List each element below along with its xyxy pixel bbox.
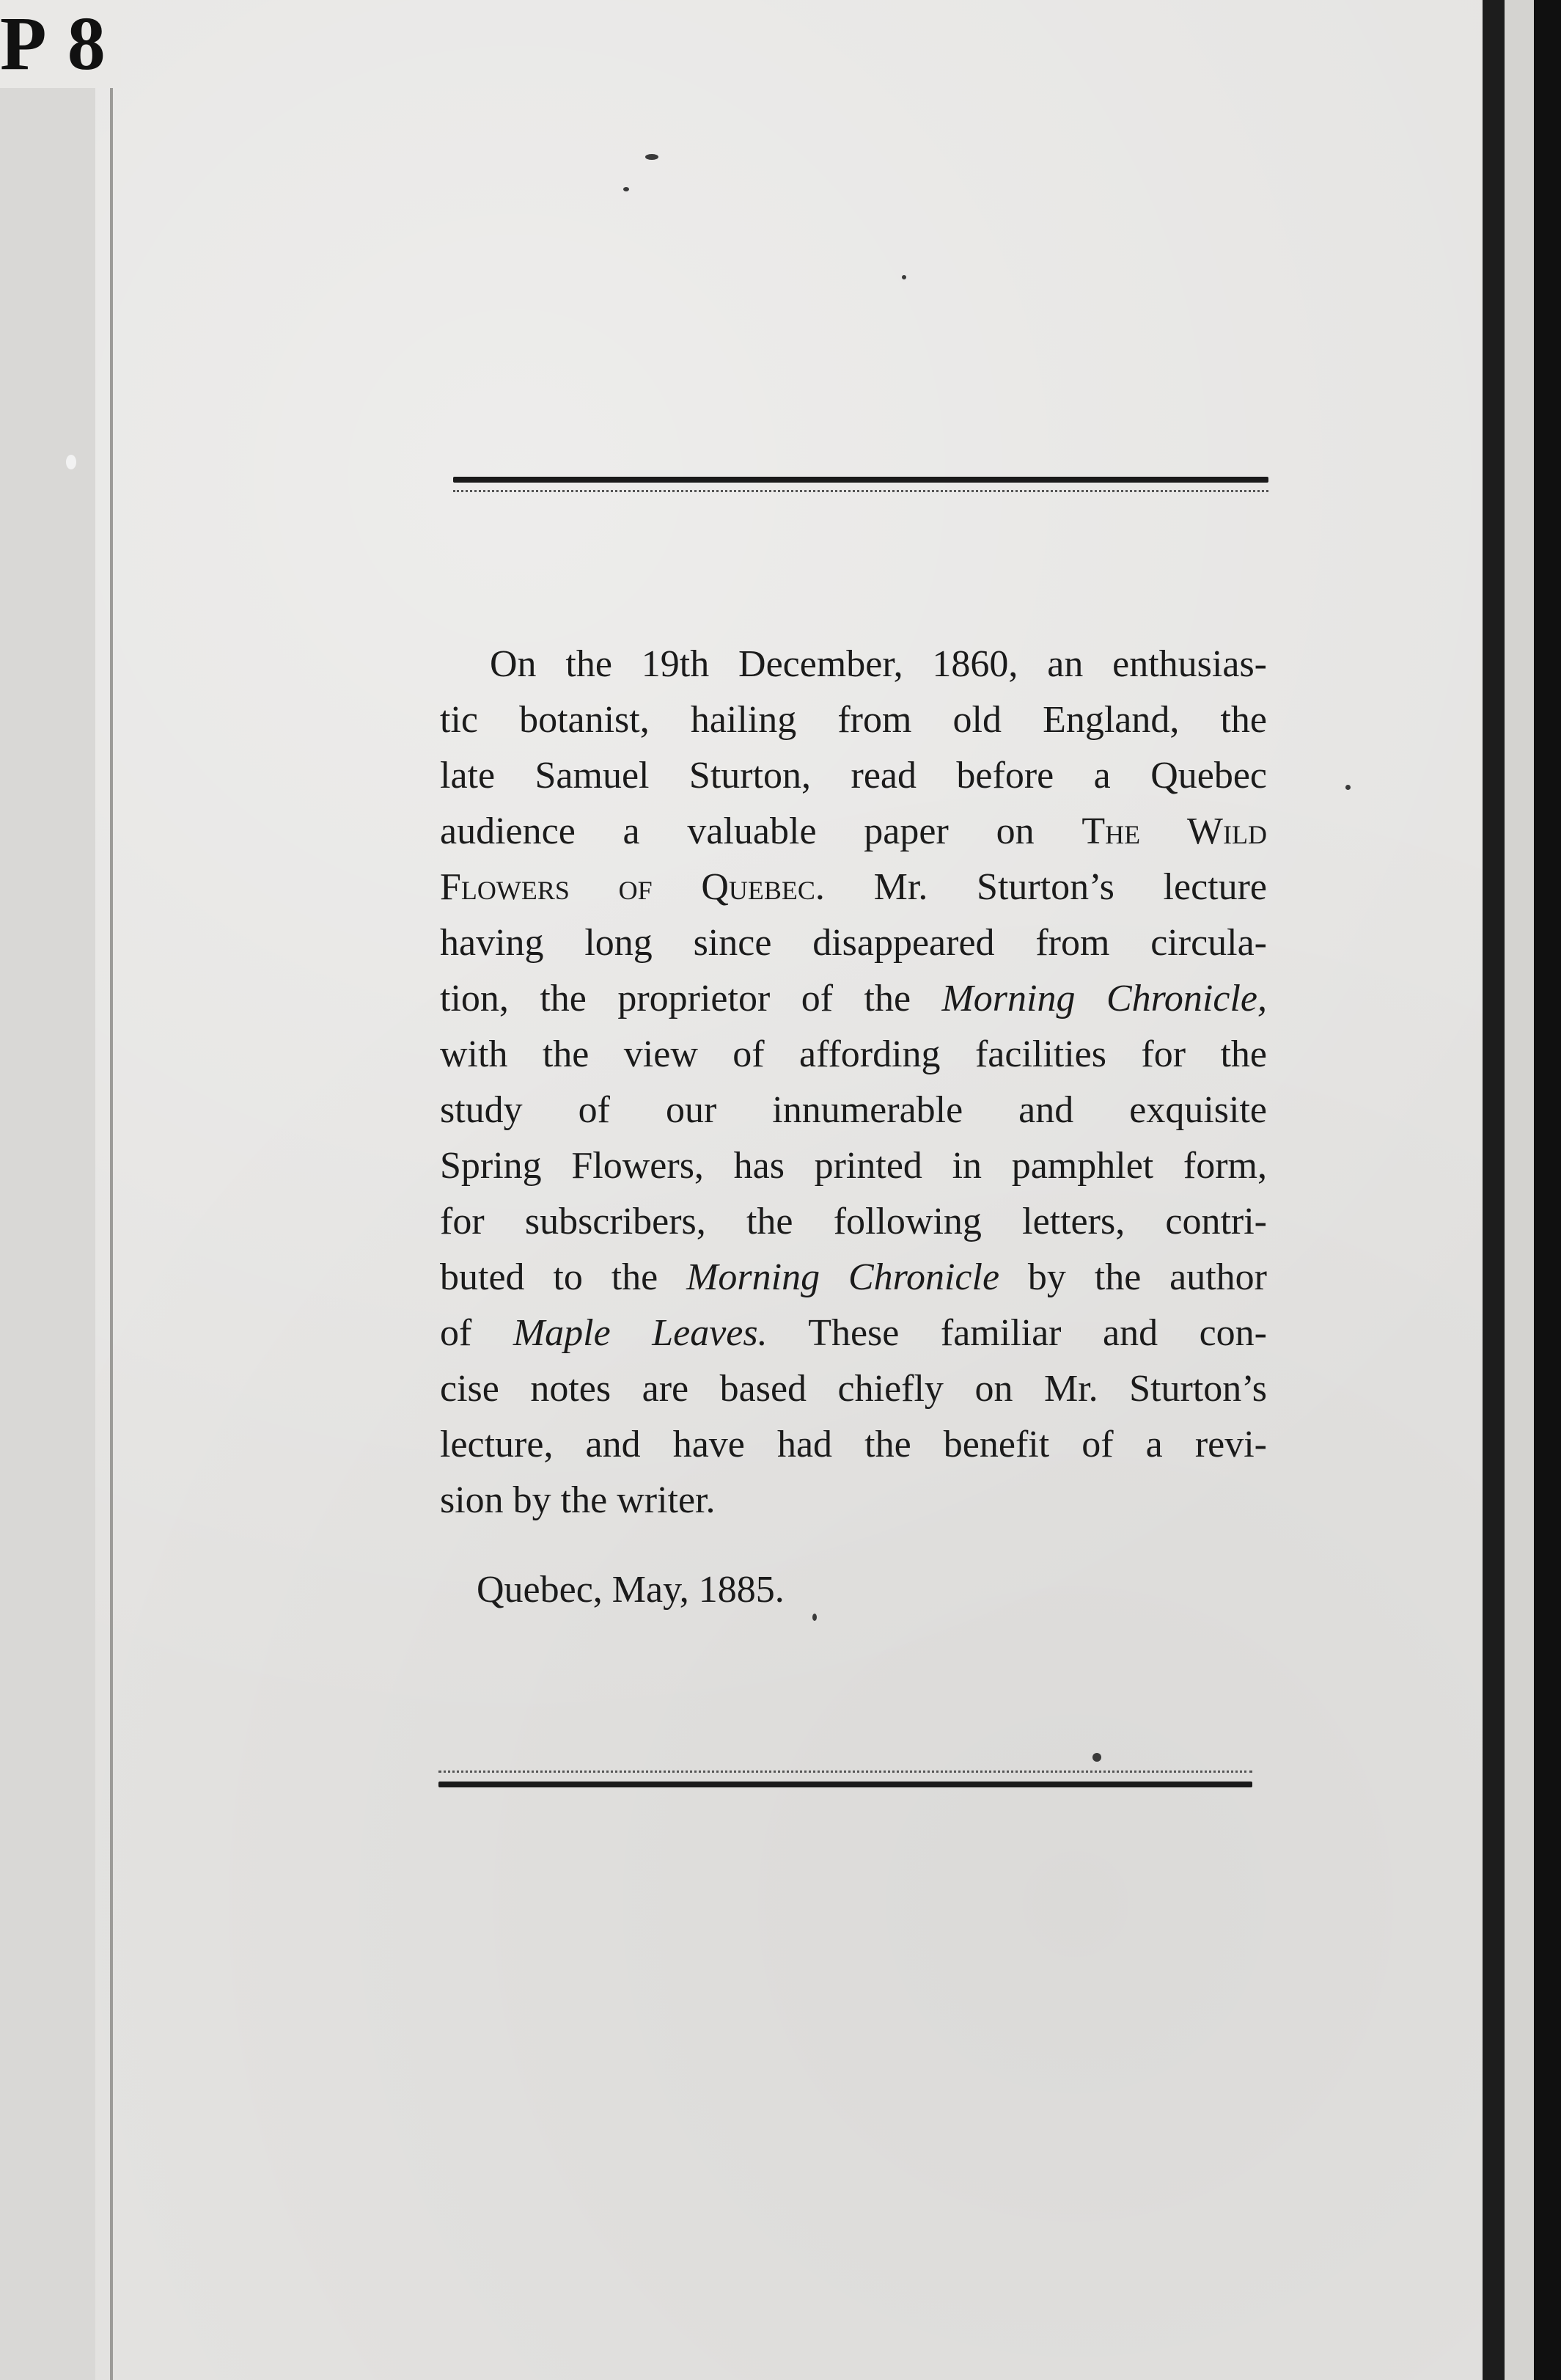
text-segment: by the author <box>999 1256 1268 1298</box>
text-segment: These familiar and con- <box>767 1312 1267 1354</box>
text-line: lecture, and have had the benefit of a revi- <box>440 1424 1267 1465</box>
bottom-rule-thick-line <box>438 1782 1252 1787</box>
italic-title: Maple Leaves. <box>513 1312 768 1354</box>
text-segment: tion, the proprietor of the <box>440 978 942 1019</box>
top-rule-dotted-line <box>453 490 1268 492</box>
top-rule-thick-line <box>453 477 1268 483</box>
text-line: Spring Flowers, has printed in pamphlet form, <box>440 1145 1267 1187</box>
text-segment: Mr. Sturton’s lecture <box>824 866 1268 908</box>
text-line <box>440 860 1267 915</box>
corner-catalog-label: P 8 <box>0 0 121 88</box>
scan-right-edge <box>1534 0 1561 2380</box>
preface-paragraph <box>440 637 1267 1528</box>
small-caps-title: Flowers of Quebec. <box>440 866 825 908</box>
text-line: sion by the writer. <box>440 1479 716 1521</box>
bottom-ornamental-rule <box>438 1771 1252 1787</box>
text-segment: audience a valuable paper on <box>440 810 1082 852</box>
text-line: cise notes are based chiefly on Mr. Sturton’s <box>440 1368 1267 1410</box>
top-ornamental-rule <box>453 477 1268 492</box>
scan-gutter <box>1505 0 1534 2380</box>
speck <box>812 1614 817 1621</box>
text-line <box>440 1250 1267 1306</box>
speck <box>1345 785 1351 790</box>
speck <box>1092 1753 1101 1762</box>
text-line: for subscribers, the following letters, contri- <box>440 1201 1267 1242</box>
page-left-edge <box>110 0 113 2380</box>
text-line <box>440 971 1267 1027</box>
italic-title: Morning Chronicle, <box>941 978 1267 1019</box>
text-line <box>440 1306 1267 1361</box>
text-line: tic botanist, hailing from old England, the <box>440 699 1267 741</box>
text-segment: of <box>440 1312 513 1354</box>
text-line: late Samuel Sturton, read before a Quebec <box>440 755 1267 797</box>
bottom-rule-dotted-line <box>438 1771 1252 1773</box>
small-caps-title: The Wild <box>1081 810 1267 852</box>
speck <box>623 187 629 191</box>
speck <box>902 275 906 279</box>
text-line <box>440 804 1267 860</box>
text-line: with the view of affording facilities for the <box>440 1033 1267 1075</box>
scan-edge-bar <box>1483 0 1505 2380</box>
text-line: On the 19th December, 1860, an enthusias- <box>490 643 1267 685</box>
text-line: study of our innumerable and exquisite <box>440 1089 1267 1131</box>
speck <box>66 455 76 469</box>
text-segment: buted to the <box>440 1256 687 1298</box>
underlying-sheet <box>0 88 110 2380</box>
text-line: having long since disappeared from circula- <box>440 922 1267 964</box>
speck <box>645 154 658 160</box>
italic-title: Morning Chronicle <box>686 1256 1000 1298</box>
dateline: Quebec, May, 1885. <box>477 1569 785 1611</box>
